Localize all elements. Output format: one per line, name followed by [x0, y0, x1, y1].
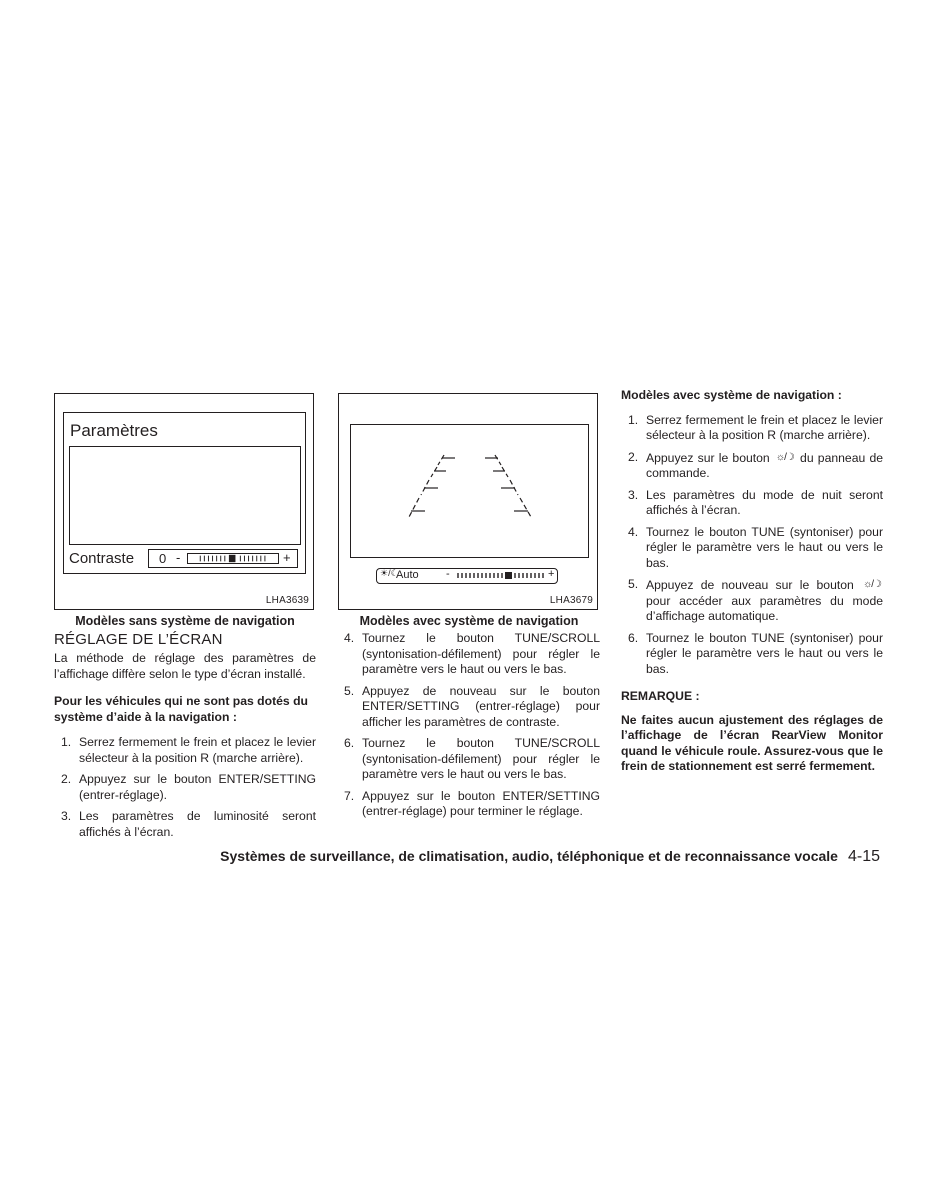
- list-item: 3. Les paramètres de luminosité seront affichés à l’écran.: [61, 809, 316, 839]
- bar-plus: +: [548, 568, 555, 580]
- list-item: 6. Tournez le bouton TUNE (syntoniser) pour régler le paramètre vers le haut ou vers le bas.: [628, 630, 883, 676]
- list-item: 6. Tournez le bouton TUNE/SCROLL (syntonisation-défilement) pour régler le paramètre vers le haut ou vers le bas.: [344, 736, 600, 781]
- contrast-plus: +: [283, 550, 291, 565]
- footer-title: Systèmes de surveillance, de climatisation, audio, téléphonique et de reconnaissance vocale: [220, 848, 838, 864]
- figure-code: LHA3679: [549, 595, 593, 606]
- section-title: RÉGLAGE DE L’ÉCRAN: [54, 631, 223, 648]
- rearview-screen: [350, 424, 589, 581]
- list-item: 1. Serrez fermement le frein et placez le levier sélecteur à la position R (marche arrière).: [628, 412, 883, 442]
- auto-adjust-bar: [376, 568, 558, 584]
- contrast-control: [148, 549, 298, 568]
- day-night-icon: ☀/☾: [380, 568, 399, 578]
- list-item: 5. Appuyez de nouveau sur le bouton ☼/☽ pour accéder aux paramètres du mode d’affichage automatique.: [628, 577, 883, 623]
- list-item: 1. Serrez fermement le frein et placez le levier sélecteur à la position R (marche arrière).: [61, 735, 316, 765]
- contrast-bar: [187, 553, 279, 564]
- list-item: 4. Tournez le bouton TUNE/SCROLL (syntonisation-défilement) pour régler le paramètre vers le haut ou vers le bas.: [344, 631, 600, 676]
- contrast-minus: -: [176, 550, 181, 565]
- figure-settings-screen: [54, 393, 314, 610]
- intro-paragraph: La méthode de réglage des paramètres de l’affichage diffère selon le type d’écran installé.: [54, 651, 316, 681]
- page-footer: [0, 848, 880, 866]
- column-right: [621, 388, 883, 775]
- brightness-track: [455, 572, 547, 579]
- list-item: 4. Tournez le bouton TUNE (syntoniser) pour régler le paramètre vers le haut ou vers le bas.: [628, 524, 883, 570]
- figure-caption: Modèles sans système de navigation: [75, 614, 295, 628]
- settings-screen: [63, 412, 306, 574]
- figure-rearview-screen: [338, 393, 598, 610]
- guide-lines: [351, 425, 588, 557]
- nav-heading: Modèles avec système de navigation :: [621, 388, 842, 402]
- day-night-button-icon: ☼/☽: [775, 451, 794, 463]
- figure-caption: Modèles avec système de navigation: [359, 614, 579, 628]
- steps-list: [54, 735, 316, 840]
- figure-code: LHA3639: [265, 595, 309, 606]
- day-night-button-icon: ☼/☽: [863, 579, 882, 590]
- column-left: [54, 388, 316, 840]
- list-item: 3. Les paramètres du mode de nuit seront affichés à l’écran.: [628, 487, 883, 517]
- steps-list: [338, 631, 600, 820]
- list-item: 2. Appuyez sur le bouton ☼/☽ du panneau de commande.: [628, 449, 883, 480]
- remark-heading: REMARQUE :: [621, 689, 700, 703]
- remark-text: Ne faites aucun ajustement des réglages de l’affichage de l’écran RearView Monitor quand le véhicule roule. Assurez-vous que le frein de stationnement est serré fermement.: [621, 712, 883, 773]
- contrast-value-zero: 0: [159, 551, 167, 566]
- screen-title: Paramètres: [70, 421, 158, 440]
- bar-minus: -: [446, 568, 450, 580]
- screen-panel: [69, 446, 301, 545]
- list-item: 7. Appuyez sur le bouton ENTER/SETTING (entrer-réglage) pour terminer le réglage.: [344, 788, 600, 818]
- column-middle: [338, 388, 600, 820]
- steps-list: [621, 413, 883, 678]
- subheading: Pour les véhicules qui ne sont pas dotés du système d’aide à la navigation :: [54, 694, 308, 724]
- list-item: 2. Appuyez sur le bouton ENTER/SETTING (entrer-réglage).: [61, 772, 316, 802]
- list-item: 5. Appuyez de nouveau sur le bouton ENTER/SETTING (entrer-réglage) pour afficher les paramètres de contraste.: [344, 683, 600, 729]
- page-number: 4-15: [847, 848, 880, 865]
- auto-label: Auto: [396, 569, 419, 581]
- contrast-label: Contraste: [69, 550, 135, 567]
